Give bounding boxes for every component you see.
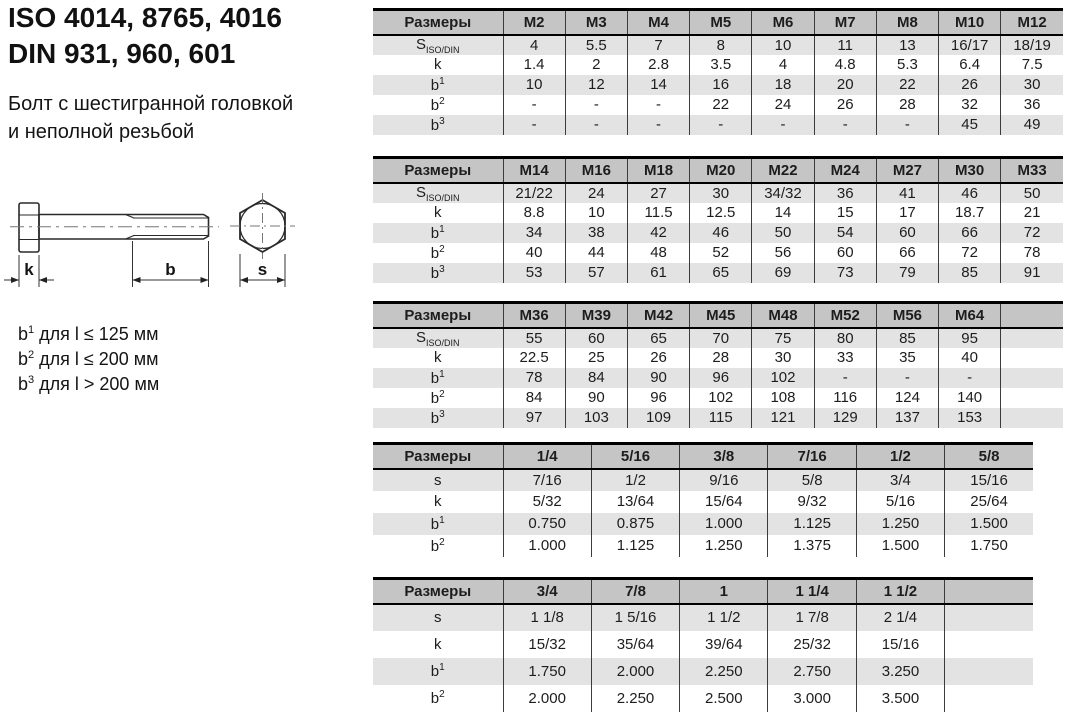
row-label: $S_{ISO/DIN}$ [415, 35, 460, 55]
column-header: M16 [565, 158, 627, 183]
column-header: M30 [939, 158, 1001, 183]
table-imperial-quarter-to-fiveeighths [373, 442, 1033, 557]
value-cell: 15/32 [503, 631, 591, 658]
value-cell: 60 [565, 328, 627, 348]
value-cell: 7.5 [1001, 55, 1063, 75]
dim-label-s: s [257, 260, 268, 279]
value-cell: 22 [690, 95, 752, 115]
column-header: M3 [565, 10, 627, 35]
value-cell: - [876, 368, 938, 388]
column-header: M12 [1001, 10, 1063, 35]
row-label: $b^3$ [430, 408, 445, 427]
column-header: 1 [680, 579, 768, 604]
value-cell: 3.5 [690, 55, 752, 75]
value-cell: 12 [565, 75, 627, 95]
value-cell: 140 [939, 388, 1001, 408]
row-label: k [434, 635, 442, 653]
value-cell: 26 [939, 75, 1001, 95]
row-label: k [434, 493, 442, 510]
value-cell: 36 [1001, 95, 1063, 115]
value-cell: 45 [939, 115, 1001, 135]
value-cell: 15/16 [945, 469, 1033, 491]
value-cell: 55 [503, 328, 565, 348]
value-cell: 39/64 [680, 631, 768, 658]
value-cell: 60 [814, 243, 876, 263]
table-metric-m2-m12 [373, 8, 1063, 135]
table-row [373, 35, 1063, 55]
empty-column-header [1001, 303, 1063, 328]
column-header: 7/8 [591, 579, 679, 604]
row-label: k [434, 56, 442, 73]
value-cell: 18 [752, 75, 814, 95]
value-cell: 8 [690, 35, 752, 55]
value-cell: 1.500 [856, 535, 944, 557]
value-cell: 3/4 [856, 469, 944, 491]
column-header: M64 [939, 303, 1001, 328]
value-cell: 1.250 [856, 513, 944, 535]
value-cell: 1.500 [945, 513, 1033, 535]
value-cell: 70 [690, 328, 752, 348]
value-cell: 80 [814, 328, 876, 348]
column-header: 5/8 [945, 444, 1033, 469]
empty-cell [945, 604, 1033, 631]
value-cell: 32 [939, 95, 1001, 115]
value-cell: 5/8 [768, 469, 856, 491]
value-cell: 1.375 [768, 535, 856, 557]
table-row [373, 469, 1033, 491]
value-cell: 65 [627, 328, 689, 348]
value-cell: 5/32 [503, 491, 591, 513]
value-cell: 42 [627, 223, 689, 243]
dim-label-b: b [165, 260, 176, 279]
value-cell: 124 [876, 388, 938, 408]
value-cell: 85 [876, 328, 938, 348]
value-cell: 72 [939, 243, 1001, 263]
row-label: k [434, 204, 442, 221]
value-cell: 84 [503, 388, 565, 408]
value-cell: 16/17 [939, 35, 1001, 55]
column-header: M22 [752, 158, 814, 183]
value-cell: 13/64 [591, 491, 679, 513]
value-cell: 50 [1001, 183, 1063, 203]
column-header: M14 [503, 158, 565, 183]
table-metric-m14-m33 [373, 156, 1063, 283]
row-label: $b^1$ [430, 368, 445, 387]
table-row [373, 203, 1063, 223]
row-label: $S_{ISO/DIN}$ [415, 183, 460, 203]
column-header: 3/4 [503, 579, 591, 604]
value-cell: 78 [503, 368, 565, 388]
value-cell: 1.000 [680, 513, 768, 535]
value-cell: - [627, 95, 689, 115]
value-cell: - [503, 115, 565, 135]
value-cell: 48 [627, 243, 689, 263]
value-cell: 84 [565, 368, 627, 388]
table-header-row [373, 303, 1063, 328]
empty-cell [1001, 368, 1063, 388]
table-row [373, 631, 1033, 658]
table-header-row [373, 579, 1033, 604]
value-cell: 15/16 [856, 631, 944, 658]
title-iso: ISO 4014, 8765, 4016 [8, 2, 282, 33]
value-cell: 79 [876, 263, 938, 283]
subtitle-line1: Болт с шестигранной головкой [8, 93, 294, 115]
value-cell: 1.125 [591, 535, 679, 557]
empty-cell [945, 658, 1033, 685]
value-cell: 116 [814, 388, 876, 408]
value-cell: - [876, 115, 938, 135]
empty-cell [945, 631, 1033, 658]
value-cell: 3.000 [768, 685, 856, 712]
row-label: $S_{ISO/DIN}$ [415, 328, 460, 348]
value-cell: 90 [565, 388, 627, 408]
value-cell: 2.750 [768, 658, 856, 685]
table-row [373, 604, 1033, 631]
value-cell: 96 [690, 368, 752, 388]
row-label: k [434, 349, 442, 366]
value-cell: 15 [814, 203, 876, 223]
value-cell: 33 [814, 348, 876, 368]
table-header-row [373, 10, 1063, 35]
value-cell: 57 [565, 263, 627, 283]
column-header: 1 1/4 [768, 579, 856, 604]
value-cell: 41 [876, 183, 938, 203]
value-cell: 27 [627, 183, 689, 203]
value-cell: 1.750 [503, 658, 591, 685]
value-cell: 85 [939, 263, 1001, 283]
value-cell: 1 5/16 [591, 604, 679, 631]
value-cell: 26 [627, 348, 689, 368]
dim-label-k: k [24, 260, 34, 279]
value-cell: 2 1/4 [856, 604, 944, 631]
value-cell: 6.4 [939, 55, 1001, 75]
table-row [373, 408, 1063, 428]
value-cell: 25/32 [768, 631, 856, 658]
corner-header: Размеры [373, 303, 503, 328]
row-label: s [434, 471, 442, 489]
value-cell: 0.750 [503, 513, 591, 535]
table-row [373, 368, 1063, 388]
empty-cell [1001, 328, 1063, 348]
empty-cell [1001, 348, 1063, 368]
value-cell: 13 [876, 35, 938, 55]
value-cell: 50 [752, 223, 814, 243]
value-cell: 5/16 [856, 491, 944, 513]
value-cell: 15/64 [680, 491, 768, 513]
table-row [373, 115, 1063, 135]
column-header: M20 [690, 158, 752, 183]
value-cell: 46 [690, 223, 752, 243]
value-cell: 22.5 [503, 348, 565, 368]
column-header: M39 [565, 303, 627, 328]
note-b1: $b^1$ для l ≤ 125 мм [18, 324, 159, 344]
row-label: $b^1$ [430, 75, 445, 94]
value-cell: 44 [565, 243, 627, 263]
table-row [373, 263, 1063, 283]
title-din: DIN 931, 960, 601 [8, 38, 236, 69]
row-label: $b^2$ [430, 95, 445, 114]
column-header: M48 [752, 303, 814, 328]
table-row [373, 388, 1063, 408]
corner-header: Размеры [373, 158, 503, 183]
value-cell: 1.4 [503, 55, 565, 75]
value-cell: 1.125 [768, 513, 856, 535]
value-cell: 73 [814, 263, 876, 283]
table-row [373, 183, 1063, 203]
value-cell: 30 [690, 183, 752, 203]
value-cell: 40 [503, 243, 565, 263]
column-header: M5 [690, 10, 752, 35]
row-label: s [434, 609, 442, 626]
value-cell: 115 [690, 408, 752, 428]
table-row [373, 95, 1063, 115]
value-cell: 34/32 [752, 183, 814, 203]
value-cell: 30 [752, 348, 814, 368]
value-cell: 66 [939, 223, 1001, 243]
row-label: $b^3$ [430, 263, 445, 282]
column-header: M18 [627, 158, 689, 183]
value-cell: 54 [814, 223, 876, 243]
value-cell: - [814, 115, 876, 135]
value-cell: 11.5 [627, 203, 689, 223]
column-header: M6 [752, 10, 814, 35]
value-cell: 1 1/8 [503, 604, 591, 631]
value-cell: 1/2 [591, 469, 679, 491]
row-label: $b^2$ [430, 388, 445, 407]
value-cell: 69 [752, 263, 814, 283]
value-cell: 2 [565, 55, 627, 75]
note-b2: $b^2$ для l ≤ 200 мм [18, 349, 159, 369]
value-cell: 35/64 [591, 631, 679, 658]
value-cell: 0.875 [591, 513, 679, 535]
value-cell: 5.5 [565, 35, 627, 55]
value-cell: 109 [627, 408, 689, 428]
column-header: M36 [503, 303, 565, 328]
value-cell: 28 [690, 348, 752, 368]
value-cell: 10 [503, 75, 565, 95]
value-cell: 2.500 [680, 685, 768, 712]
value-cell: - [565, 115, 627, 135]
value-cell: 53 [503, 263, 565, 283]
value-cell: 49 [1001, 115, 1063, 135]
value-cell: 18.7 [939, 203, 1001, 223]
column-header: 7/16 [768, 444, 856, 469]
value-cell: 137 [876, 408, 938, 428]
column-header: 5/16 [591, 444, 679, 469]
table-header-row [373, 444, 1033, 469]
value-cell: 24 [752, 95, 814, 115]
value-cell: 91 [1001, 263, 1063, 283]
row-label: $b^1$ [430, 514, 445, 533]
column-header: M24 [814, 158, 876, 183]
value-cell: 61 [627, 263, 689, 283]
empty-column-header [945, 579, 1033, 604]
value-cell: 11 [814, 35, 876, 55]
value-cell: 10 [752, 35, 814, 55]
table-imperial-threequarters-to-oneandhalf [373, 577, 1033, 712]
value-cell: 52 [690, 243, 752, 263]
row-label: $b^2$ [430, 536, 445, 555]
value-cell: 129 [814, 408, 876, 428]
value-cell: 17 [876, 203, 938, 223]
value-cell: 2.000 [591, 658, 679, 685]
value-cell: 25 [565, 348, 627, 368]
value-cell: 5.3 [876, 55, 938, 75]
value-cell: 4 [503, 35, 565, 55]
value-cell: 25/64 [945, 491, 1033, 513]
value-cell: - [627, 115, 689, 135]
table-row [373, 491, 1033, 513]
table-metric-m36-m64 [373, 301, 1063, 428]
row-label: $b^1$ [430, 662, 445, 680]
column-header: M4 [627, 10, 689, 35]
table-row [373, 75, 1063, 95]
table-row [373, 348, 1063, 368]
value-cell: 10 [565, 203, 627, 223]
value-cell: 34 [503, 223, 565, 243]
value-cell: 95 [939, 328, 1001, 348]
table-row [373, 223, 1063, 243]
value-cell: 4.8 [814, 55, 876, 75]
row-label: $b^2$ [430, 243, 445, 262]
column-header: M42 [627, 303, 689, 328]
value-cell: 65 [690, 263, 752, 283]
value-cell: 46 [939, 183, 1001, 203]
value-cell: 1.750 [945, 535, 1033, 557]
value-cell: 78 [1001, 243, 1063, 263]
value-cell: 75 [752, 328, 814, 348]
value-cell: 7 [627, 35, 689, 55]
value-cell: 36 [814, 183, 876, 203]
value-cell: 72 [1001, 223, 1063, 243]
value-cell: 2.250 [591, 685, 679, 712]
value-cell: 7/16 [503, 469, 591, 491]
note-b3: $b^3$ для l > 200 мм [18, 374, 160, 394]
value-cell: 3.250 [856, 658, 944, 685]
value-cell: 40 [939, 348, 1001, 368]
column-header: M27 [876, 158, 938, 183]
value-cell: 14 [752, 203, 814, 223]
table-row [373, 513, 1033, 535]
value-cell: 22 [876, 75, 938, 95]
value-cell: 4 [752, 55, 814, 75]
value-cell: 9/32 [768, 491, 856, 513]
row-label: $b^2$ [430, 689, 445, 707]
value-cell: 97 [503, 408, 565, 428]
value-cell: - [690, 115, 752, 135]
value-cell: 12.5 [690, 203, 752, 223]
column-header: 1/2 [856, 444, 944, 469]
value-cell: 38 [565, 223, 627, 243]
corner-header: Размеры [373, 10, 503, 35]
column-header: M45 [690, 303, 752, 328]
table-row [373, 658, 1033, 685]
value-cell: 16 [690, 75, 752, 95]
value-cell: 60 [876, 223, 938, 243]
column-header: M10 [939, 10, 1001, 35]
value-cell: 3.500 [856, 685, 944, 712]
corner-header: Размеры [373, 444, 503, 469]
value-cell: 14 [627, 75, 689, 95]
value-cell: 20 [814, 75, 876, 95]
column-header: M33 [1001, 158, 1063, 183]
value-cell: 2.000 [503, 685, 591, 712]
table-row [373, 328, 1063, 348]
value-cell: 30 [1001, 75, 1063, 95]
column-header: M56 [876, 303, 938, 328]
value-cell: 96 [627, 388, 689, 408]
column-header: 1/4 [503, 444, 591, 469]
column-header: M52 [814, 303, 876, 328]
value-cell: 1 7/8 [768, 604, 856, 631]
table-row [373, 243, 1063, 263]
value-cell: 28 [876, 95, 938, 115]
value-cell: 103 [565, 408, 627, 428]
value-cell: 1.000 [503, 535, 591, 557]
table-row [373, 55, 1063, 75]
value-cell: 2.8 [627, 55, 689, 75]
value-cell: - [939, 368, 1001, 388]
value-cell: 102 [690, 388, 752, 408]
value-cell: 2.250 [680, 658, 768, 685]
value-cell: 24 [565, 183, 627, 203]
corner-header: Размеры [373, 579, 503, 604]
empty-cell [1001, 408, 1063, 428]
value-cell: - [752, 115, 814, 135]
table-row [373, 535, 1033, 557]
column-header: 3/8 [680, 444, 768, 469]
subtitle-line2: и неполной резьбой [8, 121, 195, 143]
value-cell: 1 1/2 [680, 604, 768, 631]
value-cell: 8.8 [503, 203, 565, 223]
value-cell: 102 [752, 368, 814, 388]
value-cell: 66 [876, 243, 938, 263]
value-cell: 21/22 [503, 183, 565, 203]
empty-cell [1001, 388, 1063, 408]
value-cell: - [814, 368, 876, 388]
column-header: M8 [876, 10, 938, 35]
row-label: $b^1$ [430, 223, 445, 242]
value-cell: 121 [752, 408, 814, 428]
value-cell: 9/16 [680, 469, 768, 491]
column-header: M2 [503, 10, 565, 35]
value-cell: 26 [814, 95, 876, 115]
value-cell: 21 [1001, 203, 1063, 223]
value-cell: 108 [752, 388, 814, 408]
value-cell: 153 [939, 408, 1001, 428]
value-cell: 35 [876, 348, 938, 368]
value-cell: - [565, 95, 627, 115]
value-cell: 90 [627, 368, 689, 388]
value-cell: 56 [752, 243, 814, 263]
value-cell: - [503, 95, 565, 115]
value-cell: 1.250 [680, 535, 768, 557]
empty-cell [945, 685, 1033, 712]
column-header: M7 [814, 10, 876, 35]
table-row [373, 685, 1033, 712]
column-header: 1 1/2 [856, 579, 944, 604]
table-header-row [373, 158, 1063, 183]
value-cell: 18/19 [1001, 35, 1063, 55]
row-label: $b^3$ [430, 115, 445, 134]
